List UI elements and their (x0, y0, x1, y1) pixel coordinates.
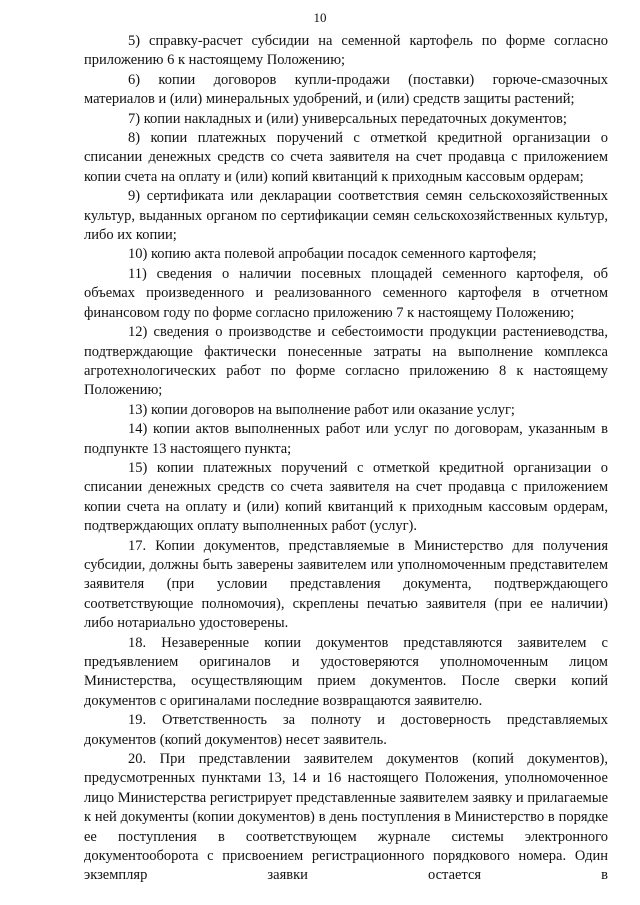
paragraph-item-9: 9) сертификата или декларации соответствия семян сельскохозяйственных культур, выданных органом по сертификации семян сельскохозяйственных культур, либо их копии; (84, 188, 608, 244)
paragraph-item-12: 12) сведения о производстве и себестоимости продукции растениеводства, подтверждающие фактически понесенные затраты на выполнение комплекса агротехнологических работ по форме согласно приложению 8 к настоящему Положению; (84, 324, 608, 399)
paragraph-clause-20: 20. При представлении заявителем документов (копий документов), предусмотренных пунктами 13, 14 и 16 настоящего Положения, уполномоченное лицо Министерства регистрирует представленные заявителем заявку и прилагаемые к ней документы (копии документов) в день поступления в Министерство в порядке ее поступления в соответствующем журнале системы электронного документооборота с присвоением регистрационного порядкового номера. Один экземпляр заявки остается в (84, 751, 608, 884)
paragraph-item-14: 14) копии актов выполненных работ или услуг по договорам, указанным в подпункте 13 настоящего пункта; (84, 421, 608, 457)
paragraph-clause-17: 17. Копии документов, представляемые в Министерство для получения субсидии, должны быть заверены заявителем или уполномоченным представителем заявителя (при условии представления документа, подтверждающего соответствующие полномочия), скреплены печатью заявителя (при ее наличии) либо нотариально удостоверены. (84, 537, 608, 632)
paragraph-item-10: 10) копию акта полевой апробации посадок семенного картофеля; (128, 246, 537, 263)
paragraph-item-7: 7) копии накладных и (или) универсальных передаточных документов; (128, 110, 567, 127)
paragraph-item-6: 6) копии договоров купли-продажи (поставки) горюче-смазочных материалов и (или) минеральных удобрений, и (или) средств защиты растений; (84, 71, 608, 108)
paragraph-item-13: 13) копии договоров на выполнение работ или оказание услуг; (128, 401, 515, 418)
page-number: 10 (313, 10, 327, 25)
paragraph-item-11: 11) сведения о наличии посевных площадей семенного картофеля, об объемах произведенного и реализованного семенного картофеля в отчетном финансовом году по форме согласно приложению 7 к настоящему Положению; (84, 265, 608, 321)
paragraph-clause-19: 19. Ответственность за полноту и достоверность представляемых документов (копий документов) несет заявитель. (84, 712, 608, 748)
paragraph-item-15: 15) копии платежных поручений с отметкой кредитной организации о списании денежных средств со счета заявителя на счет продавца с приложением копии счета на оплату и (или) копий квитанций к приходным кассовым ордерам, подтверждающих оплату выполненных работ (услуг). (84, 459, 608, 535)
document-body (84, 32, 608, 886)
paragraph-item-8: 8) копии платежных поручений с отметкой кредитной организации о списании денежных средств со счета заявителя на счет продавца с приложением копии счета на оплату и (или) копий квитанций к приходным кассовым ордерам; (84, 130, 608, 185)
paragraph-clause-18: 18. Незаверенные копии документов представляются заявителем с предъявлением оригиналов и удостоверяются уполномоченным лицом Министерства, осуществляющим прием документов. После сверки копий документов с оригиналами последние возвращаются заявителю. (84, 634, 608, 709)
paragraph-item-5: 5) справку-расчет субсидии на семенной картофель по форме согласно приложению 6 к настоящему Положению; (84, 33, 608, 69)
